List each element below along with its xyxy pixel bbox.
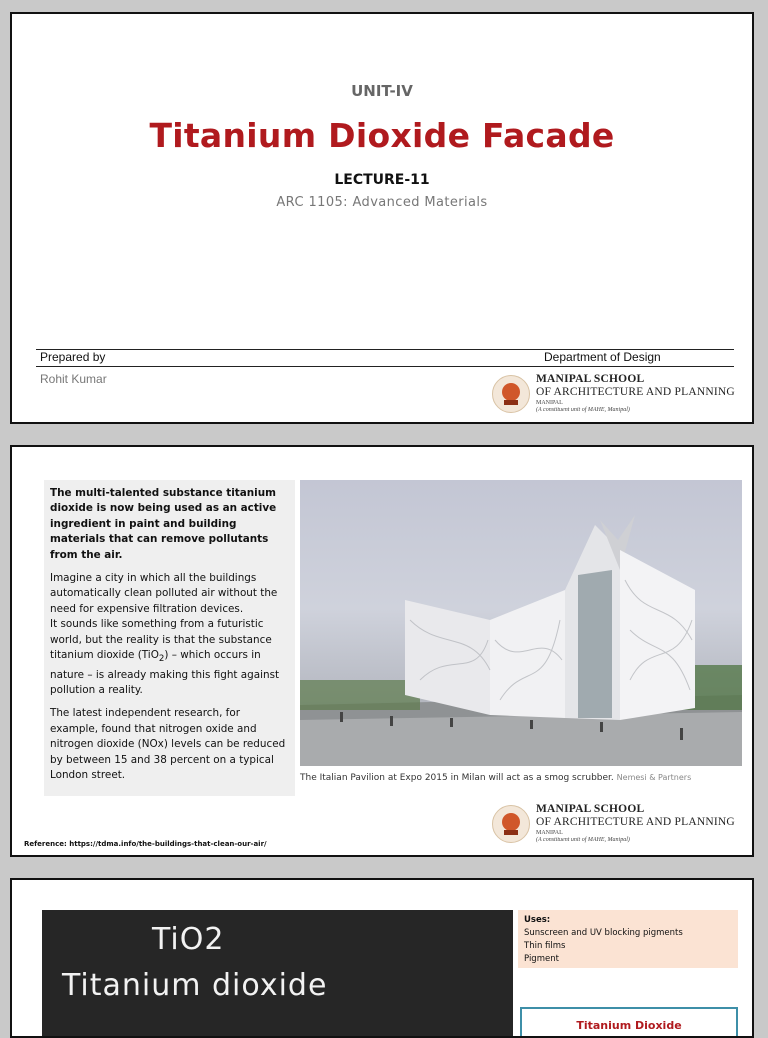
logo-line1: MANIPAL SCHOOL (536, 803, 645, 815)
prepared-by-label: Prepared by (40, 350, 106, 364)
pavilion-photo (300, 480, 742, 766)
logo-line1: MANIPAL SCHOOL (536, 373, 645, 385)
paragraph-2-text: It sounds like something from a futuristic world, but the reality is that the substance titanium dioxide (TiO (50, 618, 272, 662)
pavilion-illustration (300, 480, 742, 766)
chalkboard-graphic (42, 910, 513, 1038)
lead-paragraph: The multi-talented substance titanium dioxide is now being used as an active ingredient in paint and building materials that can remove pollutants from the air. (50, 487, 277, 561)
paragraph-2-text-end: ) – which occurs in nature – is already making this fight against pollution a reality. (50, 649, 280, 696)
content-slide (10, 445, 754, 857)
department-label: Department of Design (544, 350, 661, 364)
paragraph-1-text: Imagine a city in which all the buildings automatically clean polluted air without the need for expensive filtration devices. (50, 572, 278, 615)
titanium-dioxide-box (520, 1007, 738, 1038)
lecture-label: LECTURE-11 (334, 172, 430, 188)
unit-label: UNIT-IV (351, 82, 413, 100)
body-paragraph-1 (50, 571, 289, 698)
uses-box (518, 910, 738, 968)
institution-logo (492, 804, 735, 843)
box-title: Titanium Dioxide (576, 1019, 682, 1032)
title-slide (10, 12, 754, 424)
logo-line3: MANIPAL (536, 830, 563, 836)
tio2-slide (10, 878, 754, 1038)
use-item: Pigment (524, 954, 559, 964)
board-name: Titanium dioxide (62, 968, 328, 1003)
divider-bottom (36, 366, 734, 367)
caption-text: The Italian Pavilion at Expo 2015 in Milan will act as a smog scrubber. (300, 773, 614, 783)
slide-title: Titanium Dioxide Facade (149, 116, 615, 155)
text-panel (44, 480, 295, 796)
use-item: Thin films (524, 941, 566, 951)
use-item: Sunscreen and UV blocking pigments (524, 928, 683, 938)
logo-line3: MANIPAL (536, 400, 563, 406)
board-formula: TiO2 (152, 922, 225, 957)
reference-link[interactable]: Reference: https://tdma.info/the-buildings-that-clean-our-air/ (24, 840, 267, 848)
logo-line2: OF ARCHITECTURE AND PLANNING (536, 385, 735, 398)
author-name: Rohit Kumar (40, 372, 107, 386)
uses-heading: Uses: (524, 915, 551, 925)
seal-icon (492, 805, 530, 843)
seal-icon (492, 375, 530, 413)
body-paragraph-3: The latest independent research, for example, found that nitrogen oxide and nitrogen dioxide (NOx) levels can be reduced by between 15 and 38 percent on a typical London street. (50, 707, 286, 781)
course-code: ARC 1105: Advanced Materials (276, 195, 488, 210)
photo-caption (300, 773, 691, 783)
logo-line4: (A constituent unit of MAHE, Manipal) (536, 407, 630, 413)
subscript-2: 2 (158, 654, 165, 665)
caption-credit: Nemesi & Partners (616, 773, 692, 782)
logo-line2: OF ARCHITECTURE AND PLANNING (536, 815, 735, 828)
institution-logo (492, 374, 735, 413)
logo-line4: (A constituent unit of MAHE, Manipal) (536, 837, 630, 843)
